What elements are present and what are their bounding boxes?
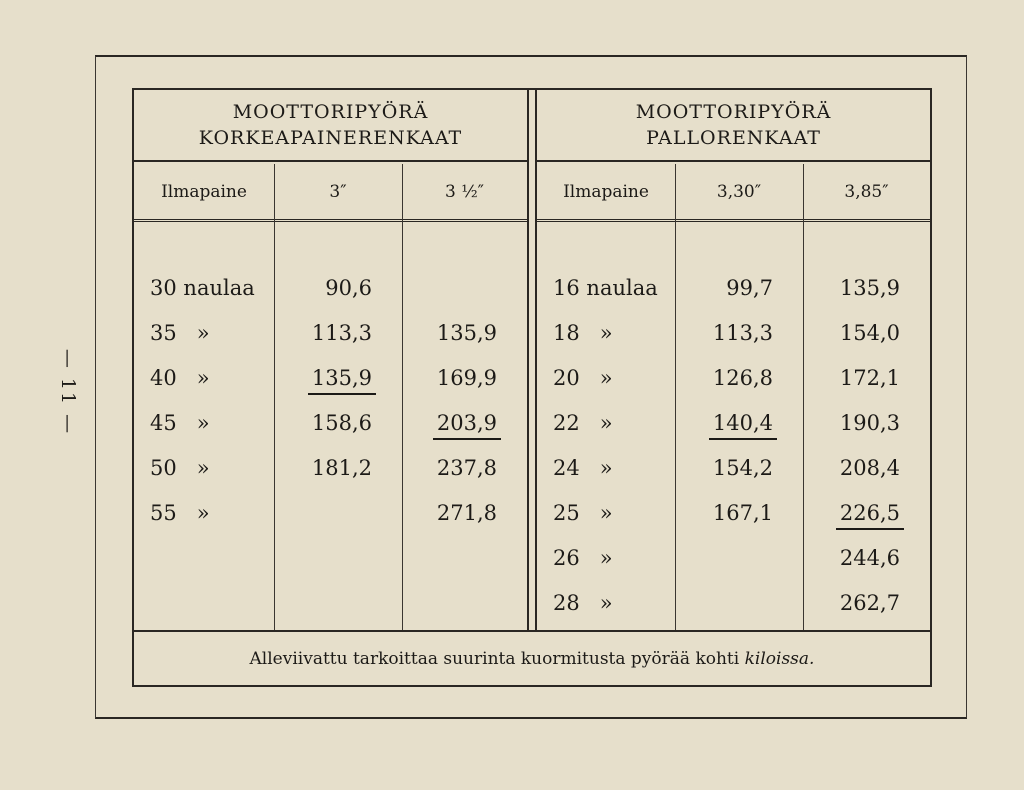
table-footnote: Alleviivattu tarkoittaa suurinta kuormitusta pyörää kohti kiloissa. — [134, 630, 930, 685]
table-row: 16 naulaa 99,7 135,9 — [553, 275, 900, 300]
table-row: 50 » 181,2 237,8 — [150, 455, 497, 480]
table-row: 22 » 140,4 190,3 — [553, 410, 900, 435]
table-title: MOOTTORIPYÖRÄ PALLORENKAAT — [537, 90, 930, 162]
footnote-emphasis: kiloissa. — [744, 648, 815, 669]
max-load-underlined: 226,5 — [839, 500, 900, 525]
header-size-3: 3″ — [329, 181, 347, 202]
header-size-3-5: 3 ½″ — [444, 181, 485, 202]
table-row: 24 » 154,2 208,4 — [553, 455, 900, 480]
table-header — [537, 164, 930, 222]
table-row: 20 » 126,8 172,1 — [553, 365, 900, 390]
table-row: 18 » 113,3 154,0 — [553, 320, 900, 345]
max-load-underlined: 135,9 — [311, 365, 372, 390]
high-pressure-tire-table — [134, 90, 527, 630]
header-size-3-85: 3,85″ — [844, 181, 889, 202]
header-pressure: Ilmapaine — [161, 181, 247, 202]
tire-pressure-tables — [132, 88, 932, 687]
table-separator — [527, 90, 537, 630]
page-number: — 11 — — [57, 348, 80, 436]
max-load-underlined: 203,9 — [436, 410, 497, 435]
table-title: MOOTTORIPYÖRÄ KORKEAPAINERENKAAT — [134, 90, 527, 162]
table-row: 40 » 135,9 169,9 — [150, 365, 497, 390]
header-pressure: Ilmapaine — [563, 181, 649, 202]
table-row: 25 » 167,1 226,5 — [553, 500, 900, 525]
table-row: 26 » 244,6 — [553, 545, 900, 570]
balloon-tire-table — [537, 90, 930, 630]
table-row: 45 » 158,6 203,9 — [150, 410, 497, 435]
table-row: 55 » 271,8 — [150, 500, 497, 525]
table-row: 30 naulaa 90,6 — [150, 275, 372, 300]
table-header — [134, 164, 527, 222]
table-row: 28 » 262,7 — [553, 590, 900, 615]
header-size-3-30: 3,30″ — [716, 181, 762, 202]
table-row: 35 » 113,3 135,9 — [150, 320, 497, 345]
max-load-underlined: 140,4 — [712, 410, 773, 435]
